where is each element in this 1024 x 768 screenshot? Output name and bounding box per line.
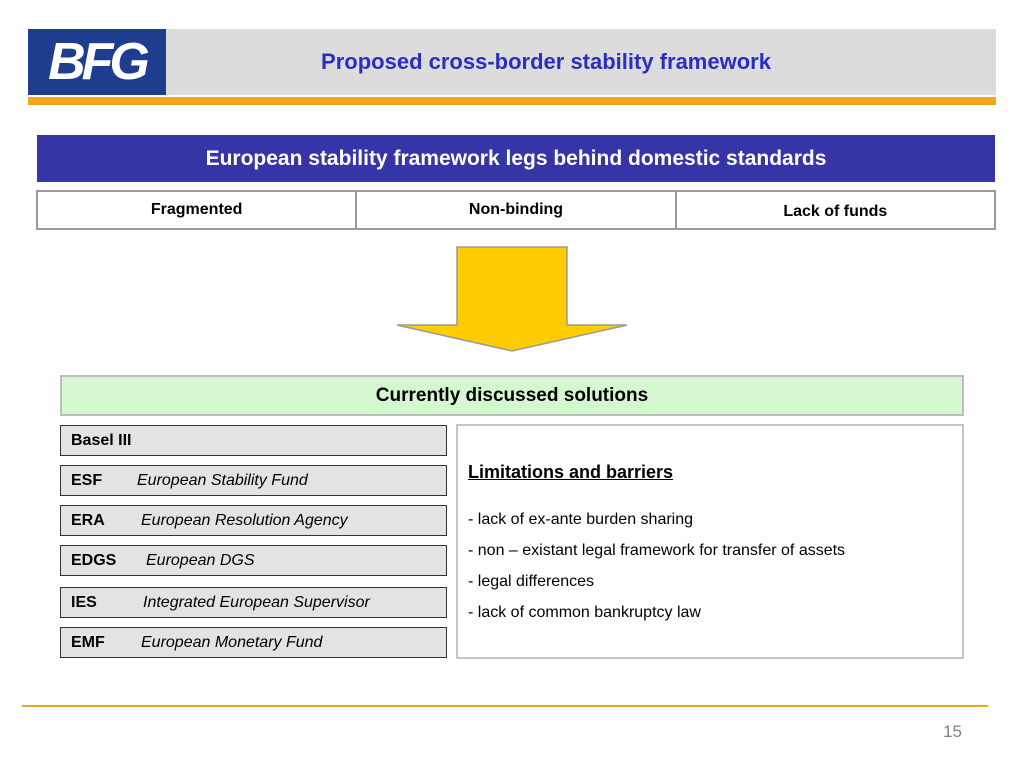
- bfg-logo: [28, 29, 166, 95]
- solution-abbr: ERA: [71, 511, 105, 529]
- logo-text: BFG: [48, 33, 146, 91]
- solution-name: European Stability Fund: [137, 471, 308, 489]
- solution-name: Integrated European Supervisor: [143, 593, 370, 611]
- solution-abbr: EDGS: [71, 551, 117, 569]
- header-accent-bar: [28, 97, 996, 105]
- solution-abbr: EMF: [71, 633, 105, 651]
- limitation-item: - lack of ex-ante burden sharing: [468, 511, 694, 528]
- limitation-item: - lack of common bankruptcy law: [468, 604, 701, 621]
- solution-abbr: Basel III: [71, 431, 132, 449]
- solution-item-era: [60, 505, 447, 536]
- solution-name: European Resolution Agency: [141, 511, 348, 529]
- solution-item-ies: [60, 587, 447, 618]
- solution-abbr: ESF: [71, 471, 103, 489]
- solution-item-basel-iii: [60, 425, 447, 456]
- solutions-header: Currently discussed solutions: [60, 375, 964, 416]
- solution-item-esf: [60, 465, 447, 496]
- leg-non-binding: Non-binding: [357, 192, 676, 228]
- solution-abbr: IES: [71, 593, 97, 611]
- solution-item-edgs: [60, 545, 447, 576]
- solution-item-emf: [60, 627, 447, 658]
- page-number: 15: [943, 722, 962, 741]
- limitation-item: - legal differences: [468, 573, 594, 590]
- down-arrow-icon: [395, 245, 629, 353]
- solution-name: European Monetary Fund: [141, 633, 323, 651]
- leg-fragmented: Fragmented: [38, 192, 357, 228]
- footer-divider: [22, 705, 988, 707]
- leg-lack-of-funds: Lack of funds: [783, 203, 888, 220]
- limitations-title: Limitations and barriers: [468, 462, 674, 482]
- solution-name: European DGS: [146, 551, 255, 569]
- limitation-item: - non – existant legal framework for transfer of assets: [468, 542, 846, 559]
- limitations-box: [456, 424, 964, 659]
- framework-legs: [36, 190, 996, 230]
- framework-banner: European stability framework legs behind domestic standards: [37, 135, 995, 182]
- slide-title: Proposed cross-border stability framework: [321, 49, 771, 74]
